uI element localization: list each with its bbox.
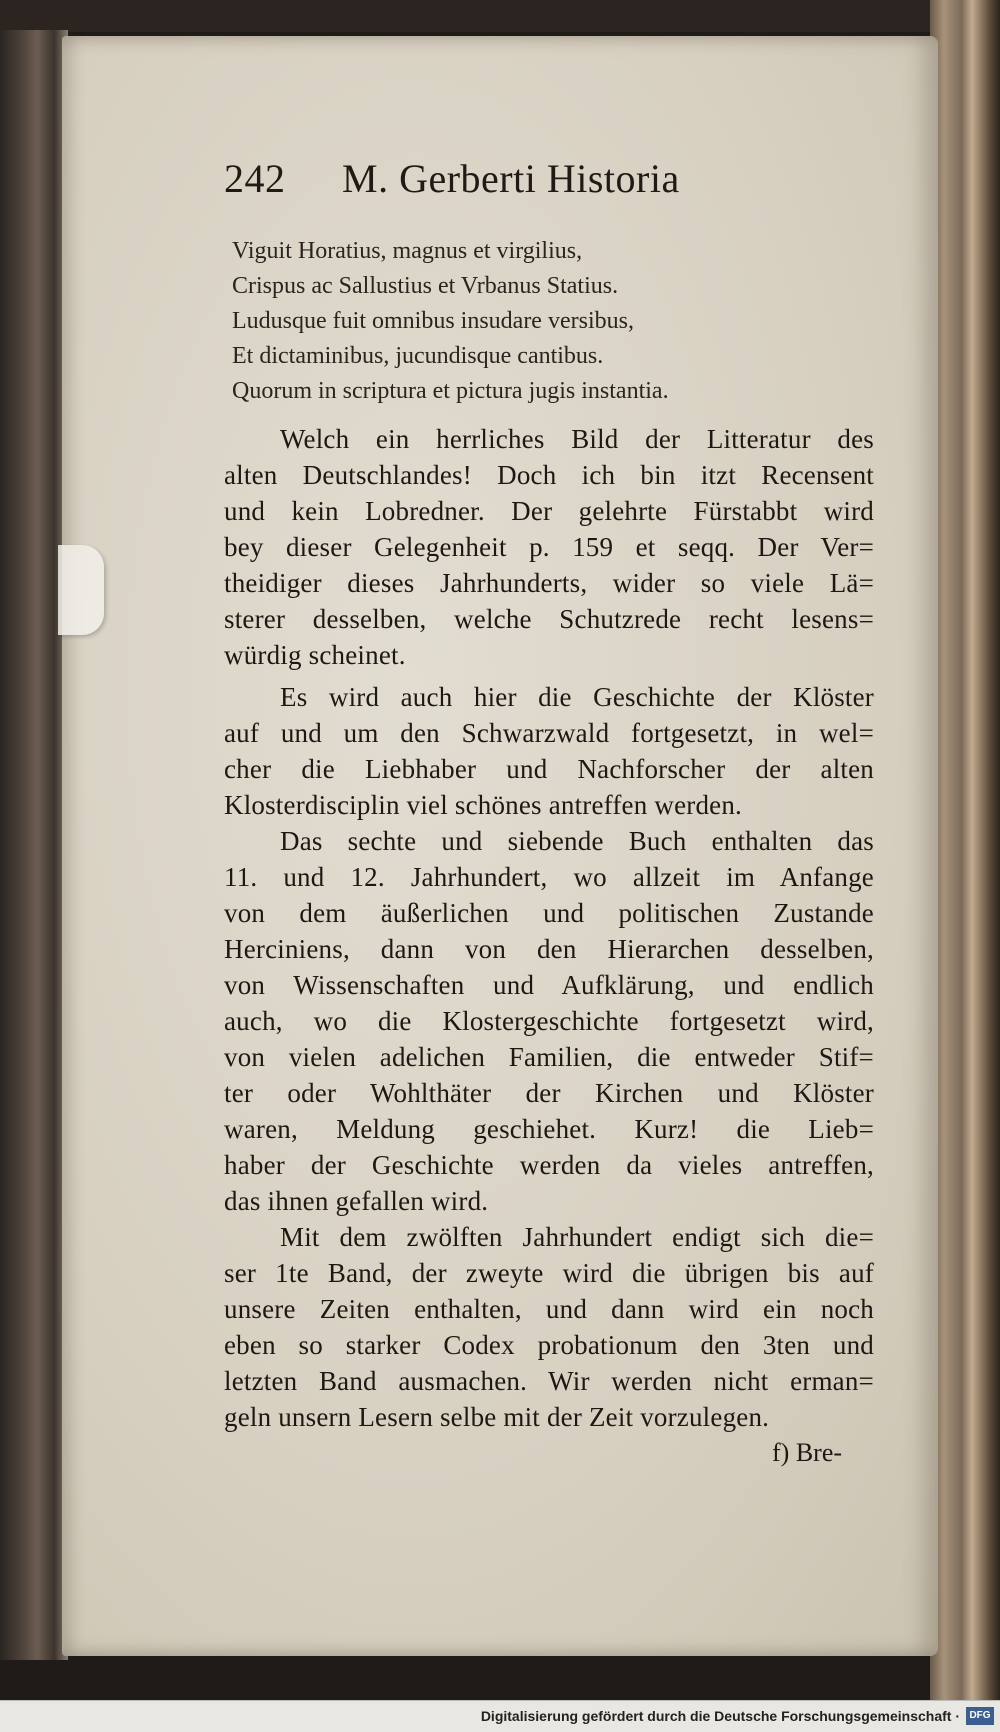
running-title: M. Gerberti Historia <box>342 156 680 201</box>
text-line: Mit dem zwölften Jahrhundert endigt sich die= <box>280 1222 874 1252</box>
text-line: Klosterdisciplin viel schönes antreffen werden. <box>224 790 742 820</box>
book-left-edge <box>0 30 68 1660</box>
text-line: von vielen adelichen Familien, die entweder Stif= <box>224 1042 874 1072</box>
footer-credit: Digitalisierung gefördert durch die Deutsche Forschungsgemeinschaft · <box>480 1708 960 1724</box>
text-line: ser 1te Band, der zweyte wird die übrigen bis auf <box>224 1258 874 1288</box>
text-line: Es wird auch hier die Geschichte der Klöster <box>280 682 874 712</box>
text-line: sterer desselben, welche Schutzrede recht lesens= <box>224 604 874 634</box>
page-clip-tab <box>58 545 104 635</box>
catchword: f) Bre- <box>772 1438 843 1467</box>
text-line: geln unsern Lesern selbe mit der Zeit vorzulegen. <box>224 1402 770 1432</box>
page-header <box>224 155 744 202</box>
verse-line: Quorum in scriptura et pictura jugis instantia. <box>232 378 669 404</box>
text-line: und kein Lobredner. Der gelehrte Fürstabbt wird <box>224 496 874 526</box>
text-line: das ihnen gefallen wird. <box>224 1186 489 1216</box>
text-line: waren, Meldung geschiehet. Kurz! die Lieb= <box>224 1114 874 1144</box>
text-line: auf und um den Schwarzwald fortgesetzt, in wel= <box>224 718 874 748</box>
text-line: Das sechte und siebende Buch enthalten das <box>280 826 874 856</box>
text-line: von dem äußerlichen und politischen Zustande <box>224 898 874 928</box>
verse-line: Crispus ac Sallustius et Vrbanus Statius. <box>232 273 619 299</box>
text-line: bey dieser Gelegenheit p. 159 et seqq. Der Ver= <box>224 532 874 562</box>
scan-top-band <box>0 0 1000 32</box>
text-line: ter oder Wohlthäter der Kirchen und Klöster <box>224 1078 874 1108</box>
text-line: Herciniens, dann von den Hierarchen desselben, <box>224 934 874 964</box>
digitization-footer <box>0 1700 1000 1732</box>
book-right-edge <box>930 0 1000 1731</box>
text-line: haber der Geschichte werden da vieles antreffen, <box>224 1150 874 1180</box>
dfg-logo-icon[interactable]: DFG <box>966 1707 994 1725</box>
text-line: theidiger dieses Jahrhunderts, wider so viele Lä= <box>224 568 874 598</box>
text-line: auch, wo die Klostergeschichte fortgesetzt wird, <box>224 1006 874 1036</box>
text-line: unsere Zeiten enthalten, und dann wird ein noch <box>224 1294 874 1324</box>
text-line: alten Deutschlandes! Doch ich bin itzt Recensent <box>224 460 874 490</box>
text-line: würdig scheinet. <box>224 640 406 670</box>
text-line: Welch ein herrliches Bild der Litteratur des <box>280 424 874 454</box>
text-line: von Wissenschaften und Aufklärung, und endlich <box>224 970 874 1000</box>
text-line: cher die Liebhaber und Nachforscher der alten <box>224 754 874 784</box>
page-number: 242 <box>224 156 286 201</box>
text-line: letzten Band ausmachen. Wir werden nicht erman= <box>224 1366 874 1396</box>
verse-line: Viguit Horatius, magnus et virgilius, <box>232 238 583 264</box>
text-line: eben so starker Codex probationum den 3ten und <box>224 1330 874 1360</box>
verse-line: Et dictaminibus, jucundisque cantibus. <box>232 343 604 369</box>
text-line: 11. und 12. Jahrhundert, wo allzeit im Anfange <box>224 862 874 892</box>
verse-line: Ludusque fuit omnibus insudare versibus, <box>232 308 634 334</box>
